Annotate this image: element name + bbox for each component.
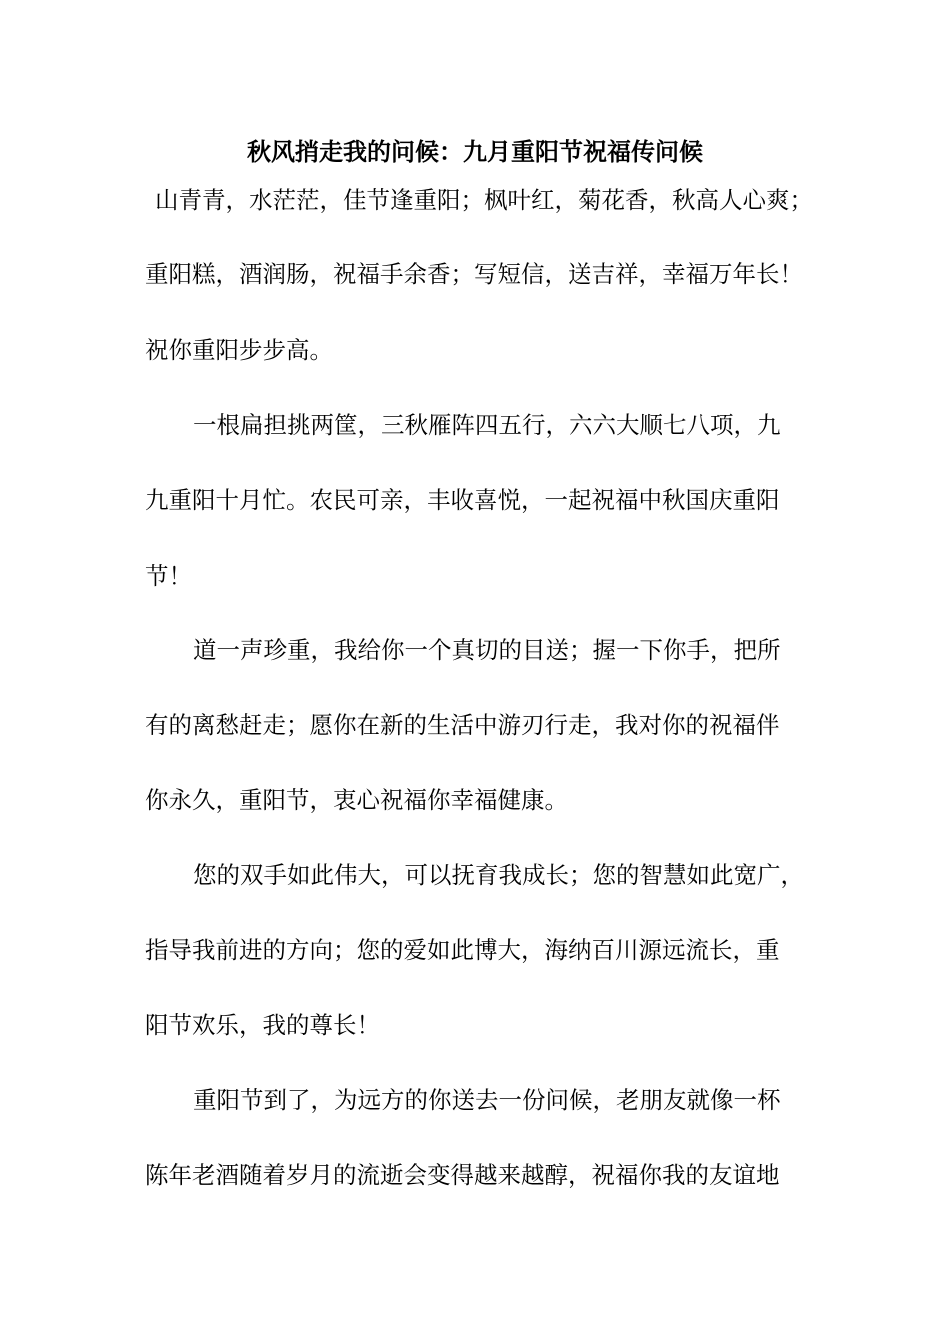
text-line: 指导我前进的方向；您的爱如此博大，海纳百川源远流长，重 (145, 936, 780, 964)
text-line: 节！ (145, 562, 192, 590)
text-line: 重阳节到了，为远方的你送去一份问候，老朋友就像一杯 (193, 1086, 781, 1114)
text-line: 您的双手如此伟大，可以抚育我成长；您的智慧如此宽广， (193, 861, 804, 889)
text-line: 有的离愁赶走；愿你在新的生活中游刃行走，我对你的祝福伴 (145, 711, 780, 739)
text-line: 阳节欢乐，我的尊长！ (145, 1011, 380, 1039)
text-line: 陈年老酒随着岁月的流逝会变得越来越醇，祝福你我的友谊地 (145, 1161, 780, 1189)
document-title: 秋风捎走我的问候：九月重阳节祝福传问候 (247, 137, 703, 166)
text-line: 你永久，重阳节，衷心祝福你幸福健康。 (145, 786, 568, 814)
text-line: 山青青，水茫茫，佳节逢重阳；枫叶红，菊花香，秋高人心爽； (155, 186, 813, 214)
text-line: 九重阳十月忙。农民可亲，丰收喜悦，一起祝福中秋国庆重阳 (145, 486, 780, 514)
text-line: 道一声珍重，我给你一个真切的目送；握一下你手，把所 (193, 636, 781, 664)
text-line: 一根扁担挑两筐，三秋雁阵四五行，六六大顺七八项，九 (193, 411, 781, 439)
text-line: 重阳糕，酒润肠，祝福手余香；写短信，送吉祥，幸福万年长！ (145, 260, 803, 288)
text-line: 祝你重阳步步高。 (145, 336, 333, 364)
